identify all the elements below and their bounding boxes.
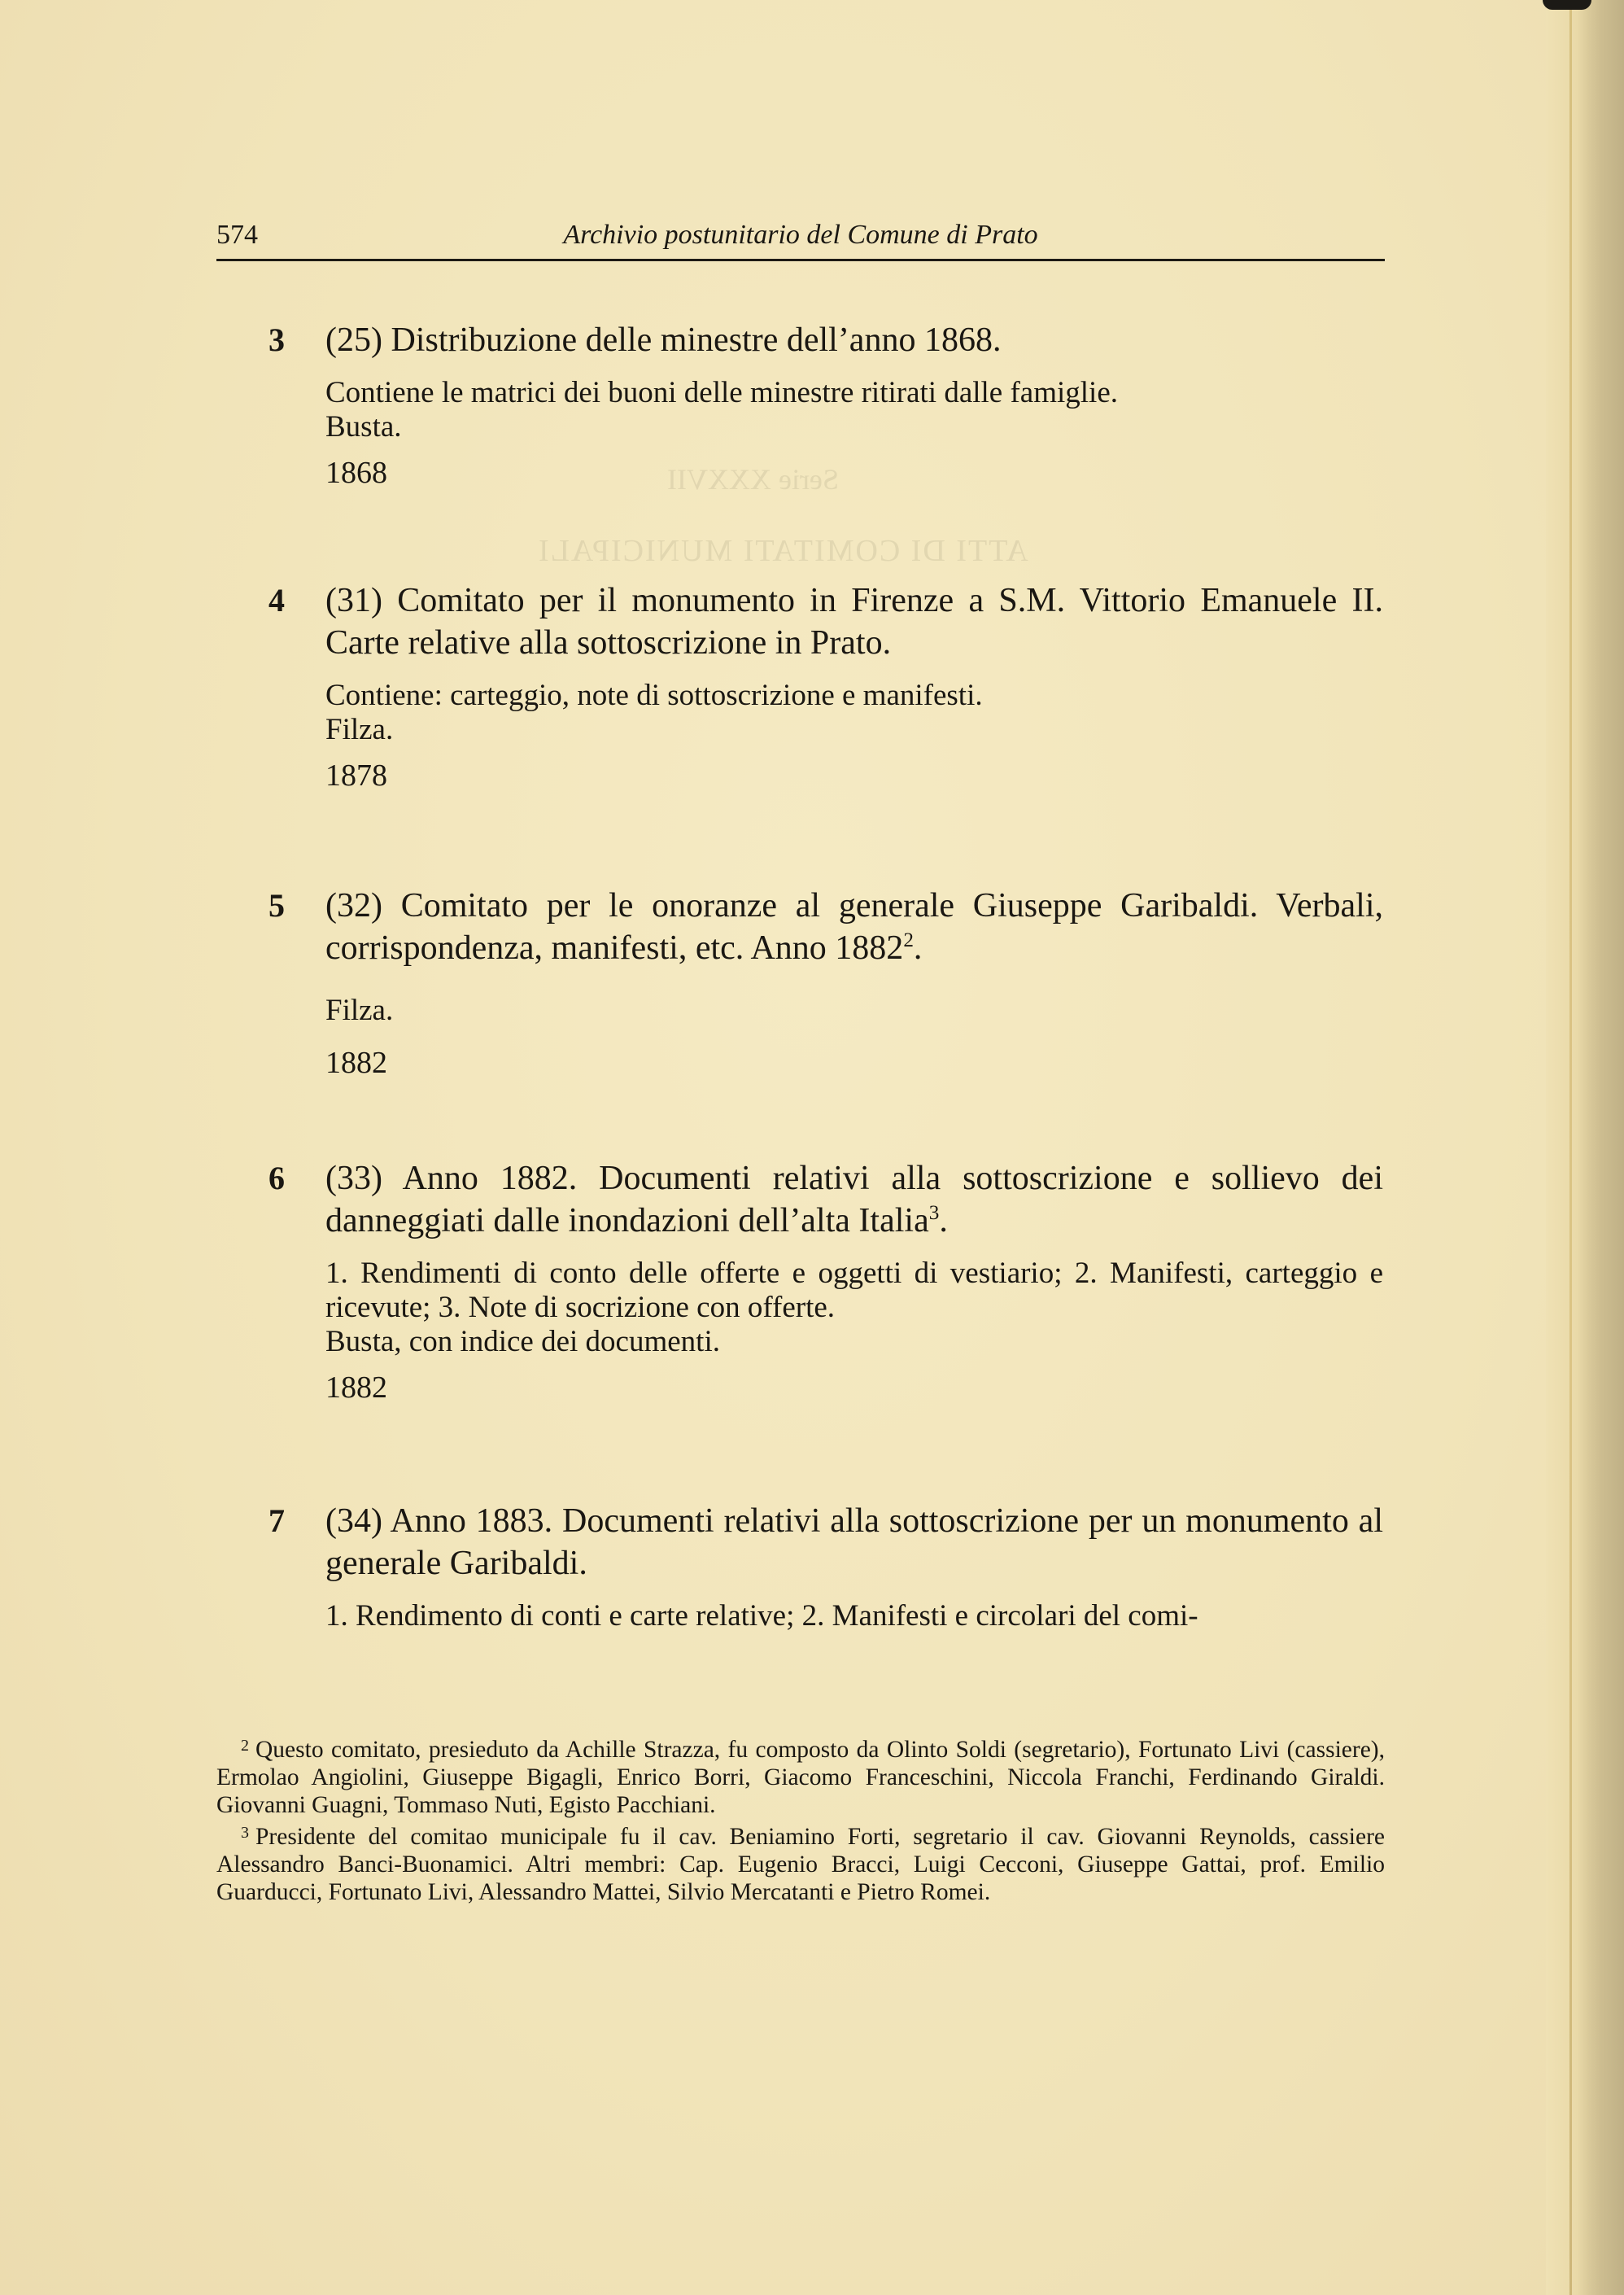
entry-description: [325, 994, 1383, 1028]
entry-title: [325, 885, 1383, 969]
entry-date: 1868: [325, 456, 387, 490]
entry-title-text: (25) Distribuzione delle minestre dell’anno 1868.: [325, 321, 1002, 359]
entry-contents: 1. Rendimenti di conto delle offerte e oggetti di vestiario; 2. Manifesti, carteggio e ricevute; 3. Note di socrizione con offerte.: [325, 1257, 1383, 1324]
entry-title: [325, 1500, 1383, 1585]
running-title: Archivio postunitario del Comune di Prato: [563, 220, 1038, 250]
entry-number: 4: [268, 582, 285, 619]
footnote-text: Questo comitato, presieduto da Achille Strazza, fu composto da Olinto Soldi (segretario), Fortunato Livi (cassiere), Ermolao Angiolini, Giuseppe Bigagli, Enrico Borri, Giacomo Franceschini, Niccola Franchi, Ferdinando Giraldi. Giovanni Guagni, Tommaso Nuti, Egisto Pacchiani.: [216, 1737, 1385, 1818]
header-rule: [216, 259, 1385, 261]
entry-title-text: (32) Comitato per le onoranze al generale Giuseppe Garibaldi. Verbali, corrispondenza, manifesti, etc. Anno 1882: [325, 887, 1383, 967]
entry-title-end: .: [913, 929, 923, 967]
entry-unit-type: Filza.: [325, 713, 394, 746]
entry-unit-type: Filza.: [325, 994, 394, 1027]
entry-number: 3: [268, 321, 285, 358]
archive-entry: [268, 579, 1383, 794]
archive-entry: [268, 885, 1383, 1082]
entry-date: 1878: [325, 758, 387, 793]
page-number: 574: [216, 220, 258, 250]
running-head: [216, 220, 1385, 256]
footnote-text: Presidente del comitao municipale fu il cav. Beniamino Forti, segretario il cav. Giovanni Reynolds, cassiere Alessandro Banci-Buonamici. Altri membri: Cap. Eugenio Bracci, Luigi Cecconi, Giuseppe Gattai, prof. Emilio Guarducci, Fortunato Livi, Alessandro Mattei, Silvio Mercatanti e Pietro Romei.: [216, 1824, 1385, 1905]
entry-description: [325, 1257, 1383, 1359]
footnotes: [216, 1732, 1385, 1906]
archive-entry: [268, 1157, 1383, 1406]
entry-number: 6: [268, 1160, 285, 1196]
footnote: [216, 1732, 1385, 1819]
entry-title: [325, 1157, 1383, 1242]
entry-description: [325, 679, 1383, 747]
page-binding-edge: [1546, 0, 1624, 2295]
archive-entry: [268, 319, 1383, 492]
entry-date: 1882: [325, 1370, 387, 1405]
entry-date: 1882: [325, 1046, 387, 1080]
entry-contents: 1. Rendimento di conti e carte relative; 2. Manifesti e circolari del comi-: [325, 1599, 1198, 1633]
entry-contents: Contiene le matrici dei buoni delle minestre ritirati dalle famiglie.: [325, 376, 1119, 409]
entry-unit-type: Busta.: [325, 410, 402, 444]
footnote: [216, 1819, 1385, 1906]
footnote-ref[interactable]: 2: [903, 929, 914, 951]
entry-title-text: (34) Anno 1883. Documenti relativi alla sottoscrizione per un monumento al generale Garibaldi.: [325, 1502, 1383, 1582]
entry-title-text: (33) Anno 1882. Documenti relativi alla sottoscrizione e sollievo dei danneggiati dalle inondazioni dell’alta Italia: [325, 1160, 1383, 1239]
footnote-mark: 3: [241, 1824, 249, 1842]
entry-unit-type: Busta, con indice dei documenti.: [325, 1325, 720, 1358]
entry-description: [325, 376, 1383, 444]
entry-number: 5: [268, 887, 285, 924]
entry-description: [325, 1599, 1383, 1633]
entry-title: [325, 579, 1383, 664]
footnote-mark: 2: [241, 1737, 249, 1755]
binding-crease: [1569, 0, 1572, 2295]
footnote-ref[interactable]: 3: [928, 1202, 940, 1224]
entry-title-text: (31) Comitato per il monumento in Firenze a S.M. Vittorio Emanuele II. Carte relative alla sottoscrizione in Prato.: [325, 582, 1383, 662]
entry-number: 7: [268, 1502, 285, 1539]
archive-entry: [268, 1500, 1383, 1633]
entry-title-end: .: [939, 1202, 948, 1239]
binding-shadow: [1543, 0, 1591, 10]
entry-title: [325, 319, 1383, 361]
entry-contents: Contiene: carteggio, note di sottoscrizione e manifesti.: [325, 679, 983, 712]
